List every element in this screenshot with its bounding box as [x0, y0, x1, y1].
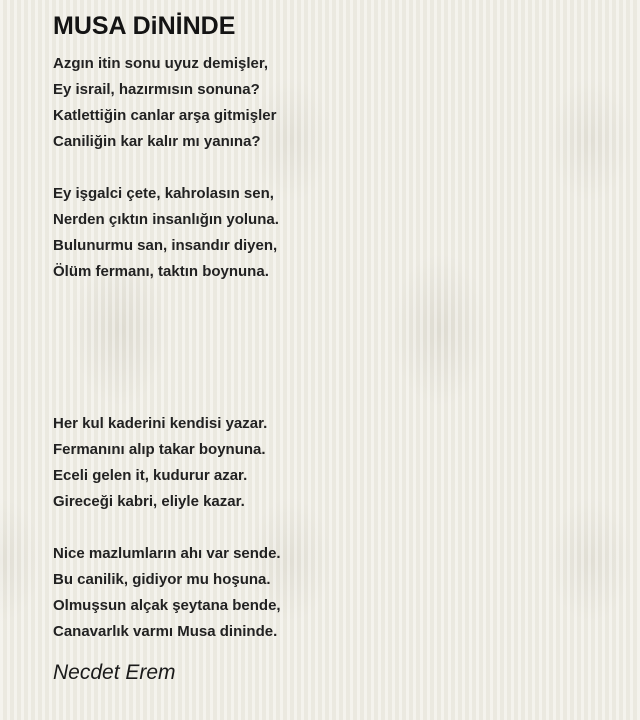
poem-line: Nice mazlumların ahı var sende. [53, 545, 281, 562]
poem-line: Olmuşsun alçak şeytana bende, [53, 597, 281, 614]
stanza-1 [53, 51, 613, 155]
poem-line: Gireceği kabri, eliyle kazar. [53, 493, 245, 510]
stanza-2 [53, 181, 613, 285]
poem-author: Necdet Erem [53, 661, 176, 684]
poem-line: Bulunurmu san, insandır diyen, [53, 237, 278, 254]
poem-line: Her kul kaderini kendisi yazar. [53, 415, 268, 432]
poem-line: Nerden çıktın insanlığın yoluna. [53, 211, 279, 228]
poem-line: Eceli gelen it, kudurur azar. [53, 467, 248, 484]
poem-line: Ey israil, hazırmısın sonuna? [53, 81, 260, 98]
poem-line: Bu canilik, gidiyor mu hoşuna. [53, 571, 271, 588]
poem-title: MUSA DiNİNDE [53, 12, 236, 40]
stanza-4 [53, 541, 613, 645]
poem-container [53, 10, 613, 687]
poem-line: Fermanını alıp takar boynuna. [53, 441, 266, 458]
poem-line: Ey işgalci çete, kahrolasın sen, [53, 185, 274, 202]
stanza-3 [53, 411, 613, 515]
poem-line: Ölüm fermanı, taktın boynuna. [53, 263, 269, 280]
poem-line: Caniliğin kar kalır mı yanına? [53, 133, 261, 150]
poem-line: Canavarlık varmı Musa dininde. [53, 623, 278, 640]
poem-line: Azgın itin sonu uyuz demişler, [53, 55, 269, 72]
poem-line: Katlettiğin canlar arşa gitmişler [53, 107, 277, 124]
